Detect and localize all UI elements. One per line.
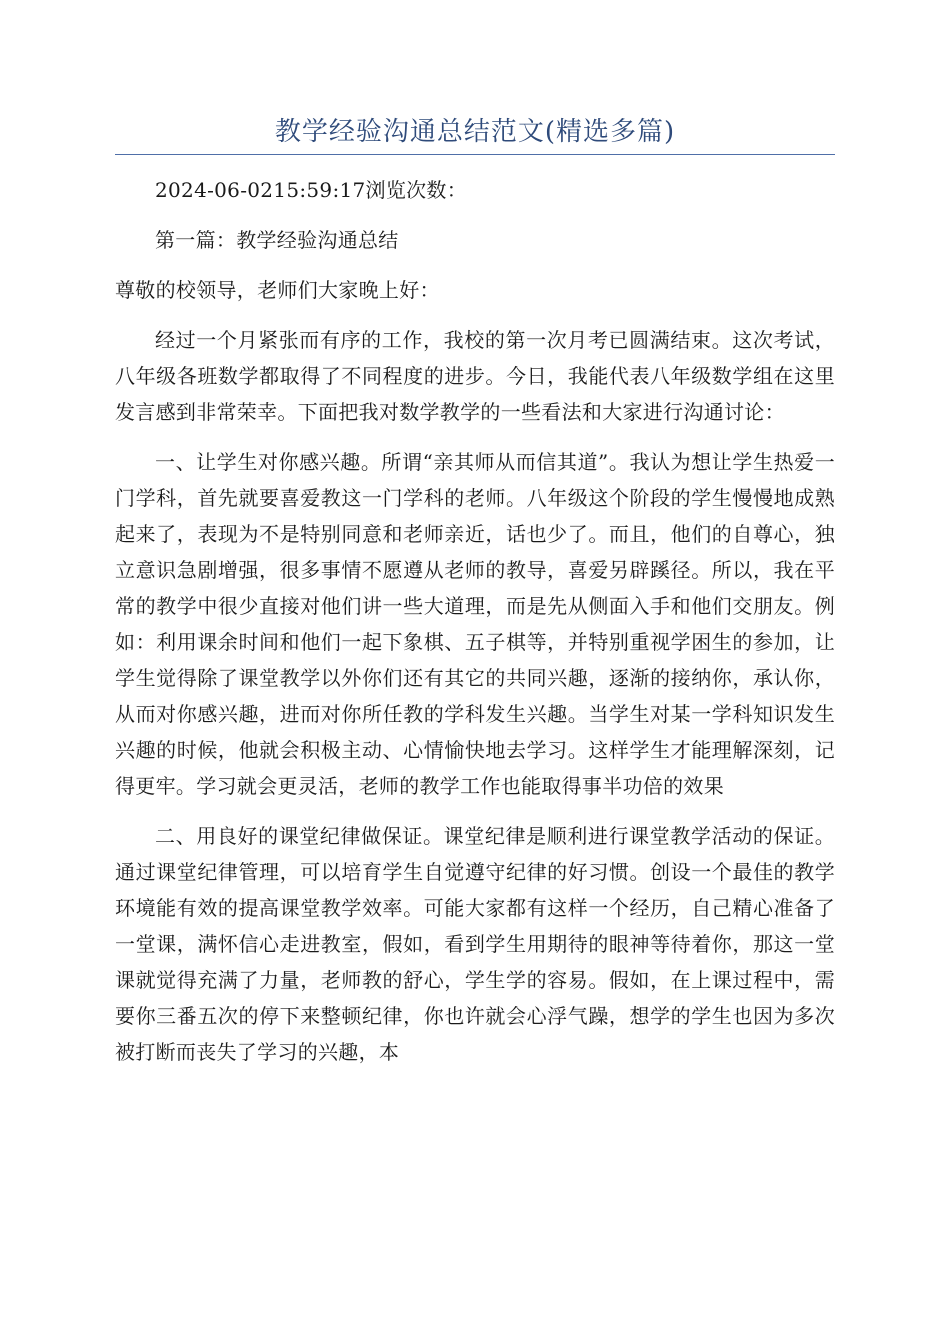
paragraph: 二、用良好的课堂纪律做保证。课堂纪律是顺利进行课堂教学活动的保证。通过课堂纪律管理，可以培育学生自觉遵守纪律的好习惯。创设一个最佳的教学环境能有效的提高课堂教学效率。可能大家都有这样一个经历，自己精心准备了一堂课，满怀信心走进教室，假如，看到学生用期待的眼神等待着你，那这一堂课就觉得充满了力量，老师教的舒心，学生学的容易。假如，在上课过程中，需要你三番五次的停下来整顿纪律，你也许就会心浮气躁，想学的学生也因为多次被打断而丧失了学习的兴趣，本	[115, 824, 835, 1064]
greeting: 尊敬的校领导，老师们大家晚上好：	[115, 278, 440, 302]
title-underline	[115, 154, 835, 155]
document-title: 教学经验沟通总结范文(精选多篇)	[274, 117, 676, 147]
document-body	[115, 172, 835, 1084]
paragraph: 经过一个月紧张而有序的工作，我校的第一次月考已圆满结束。这次考试，八年级各班数学都取得了不同程度的进步。今日，我能代表八年级数学组在这里发言感到非常荣幸。下面把我对数学教学的一些看法和大家进行沟通讨论：	[115, 328, 835, 424]
section-heading: 第一篇：教学经验沟通总结	[155, 228, 399, 252]
meta-info: 2024-06-0215:59:17浏览次数：	[155, 178, 468, 202]
paragraph: 一、让学生对你感兴趣。所谓“亲其师从而信其道”。我认为想让学生热爱一门学科，首先就要喜爱教这一门学科的老师。八年级这个阶段的学生慢慢地成熟起来了，表现为不是特别同意和老师亲近，话也少了。而且，他们的自尊心，独立意识急剧增强，很多事情不愿遵从老师的教导，喜爱另辟蹊径。所以，我在平常的教学中很少直接对他们讲一些大道理，而是先从侧面入手和他们交朋友。例如：利用课余时间和他们一起下象棋、五子棋等，并特别重视学困生的参加，让学生觉得除了课堂教学以外你们还有其它的共同兴趣，逐渐的接纳你，承认你，从而对你感兴趣，进而对你所任教的学科发生兴趣。当学生对某一学科知识发生兴趣的时候，他就会积极主动、心情愉快地去学习。这样学生才能理解深刻，记得更牢。学习就会更灵活，老师的教学工作也能取得事半功倍的效果	[115, 450, 835, 798]
